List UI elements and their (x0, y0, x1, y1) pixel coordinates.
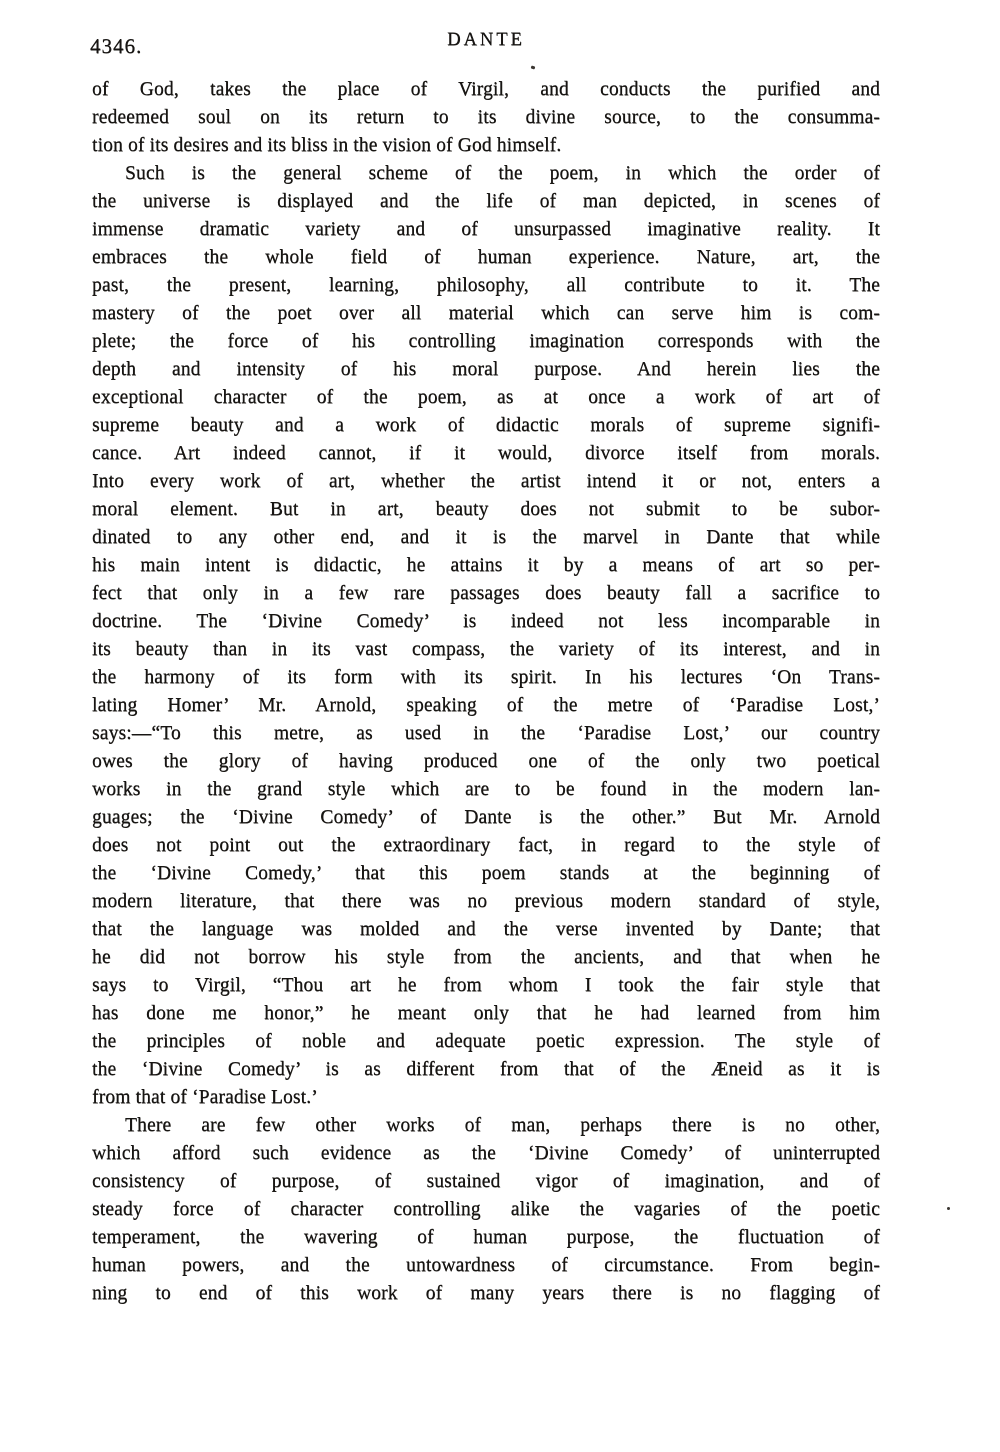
text-line: the principles of noble and adequate poetic expression. The style of (92, 1031, 880, 1052)
text-line: moral element. But in art, beauty does not submit to be subor- (92, 499, 880, 520)
paragraph (92, 76, 880, 160)
scan-artifact-mark (531, 65, 536, 69)
text-line: the harmony of its form with its spirit. In his lectures ‘On Trans- (92, 667, 880, 688)
text-line: says to Virgil, “Thou art he from whom I took the fair style that (92, 975, 880, 996)
text-line: human powers, and the untowardness of circumstance. From begin- (92, 1255, 880, 1276)
text-line: from that of ‘Paradise Lost.’ (92, 1087, 318, 1108)
text-line: supreme beauty and a work of didactic morals of supreme signifi- (92, 415, 880, 436)
text-line: the universe is displayed and the life of man depicted, in scenes of (92, 191, 880, 212)
text-line: doctrine. The ‘Divine Comedy’ is indeed not less incomparable in (92, 611, 880, 632)
text-line: guages; the ‘Divine Comedy’ of Dante is the other.” But Mr. Arnold (92, 807, 880, 828)
text-line: says:—“To this metre, as used in the ‘Paradise Lost,’ our country (92, 723, 880, 744)
text-line: tion of its desires and its bliss in the vision of God himself. (92, 135, 562, 156)
text-line: that the language was molded and the verse invented by Dante; that (92, 919, 880, 940)
text-line: fect that only in a few rare passages does beauty fall a sacrifice to (92, 583, 880, 604)
text-line: its beauty than in its vast compass, the variety of its interest, and in (92, 639, 880, 660)
text-line: immense dramatic variety and of unsurpassed imaginative reality. It (92, 219, 880, 240)
text-line: steady force of character controlling alike the vagaries of the poetic (92, 1199, 880, 1220)
text-line: lating Homer’ Mr. Arnold, speaking of the metre of ‘Paradise Lost,’ (92, 695, 880, 716)
scan-artifact-dot (947, 1207, 950, 1210)
text-line: mastery of the poet over all material which can serve him is com- (92, 303, 880, 324)
text-line: cance. Art indeed cannot, if it would, divorce itself from morals. (92, 443, 880, 464)
page-number: 4346. (90, 34, 143, 58)
text-line: ning to end of this work of many years there is no flagging of (92, 1283, 880, 1304)
text-line: redeemed soul on its return to its divine source, to the consumma- (92, 107, 880, 128)
text-line: There are few other works of man, perhaps there is no other, (125, 1115, 880, 1136)
text-line: embraces the whole field of human experience. Nature, art, the (92, 247, 880, 268)
text-line: works in the grand style which are to be found in the modern lan- (92, 779, 880, 800)
text-line: of God, takes the place of Virgil, and conducts the purified and (92, 79, 880, 100)
text-line: temperament, the wavering of human purpose, the fluctuation of (92, 1227, 880, 1248)
text-line: the ‘Divine Comedy’ is as different from that of the Æneid as it is (92, 1059, 880, 1080)
text-line: his main intent is didactic, he attains it by a means of art so per- (92, 555, 880, 576)
text-line: has done me honor,” he meant only that he had learned from him (92, 1003, 880, 1024)
paragraph (92, 160, 880, 1112)
text-line: which afford such evidence as the ‘Divine Comedy’ of uninterrupted (92, 1143, 880, 1164)
running-header (92, 30, 880, 60)
page-body (92, 76, 880, 1308)
text-line: modern literature, that there was no previous modern standard of style, (92, 891, 880, 912)
text-line: does not point out the extraordinary fact, in regard to the style of (92, 835, 880, 856)
text-line: the ‘Divine Comedy,’ that this poem stands at the beginning of (92, 863, 880, 884)
text-line: he did not borrow his style from the ancients, and that when he (92, 947, 880, 968)
text-line: depth and intensity of his moral purpose. And herein lies the (92, 359, 880, 380)
paragraph (92, 1112, 880, 1308)
text-line: owes the glory of having produced one of the only two poetical (92, 751, 880, 772)
text-line: past, the present, learning, philosophy, all contribute to it. The (92, 275, 880, 296)
running-title: DANTE (447, 30, 525, 50)
text-line: Into every work of art, whether the artist intend it or not, enters a (92, 471, 880, 492)
text-line: exceptional character of the poem, as at once a work of art of (92, 387, 880, 408)
text-line: plete; the force of his controlling imagination corresponds with the (92, 331, 880, 352)
text-line: Such is the general scheme of the poem, in which the order of (125, 163, 880, 184)
text-line: dinated to any other end, and it is the marvel in Dante that while (92, 527, 880, 548)
text-line: consistency of purpose, of sustained vigor of imagination, and of (92, 1171, 880, 1192)
